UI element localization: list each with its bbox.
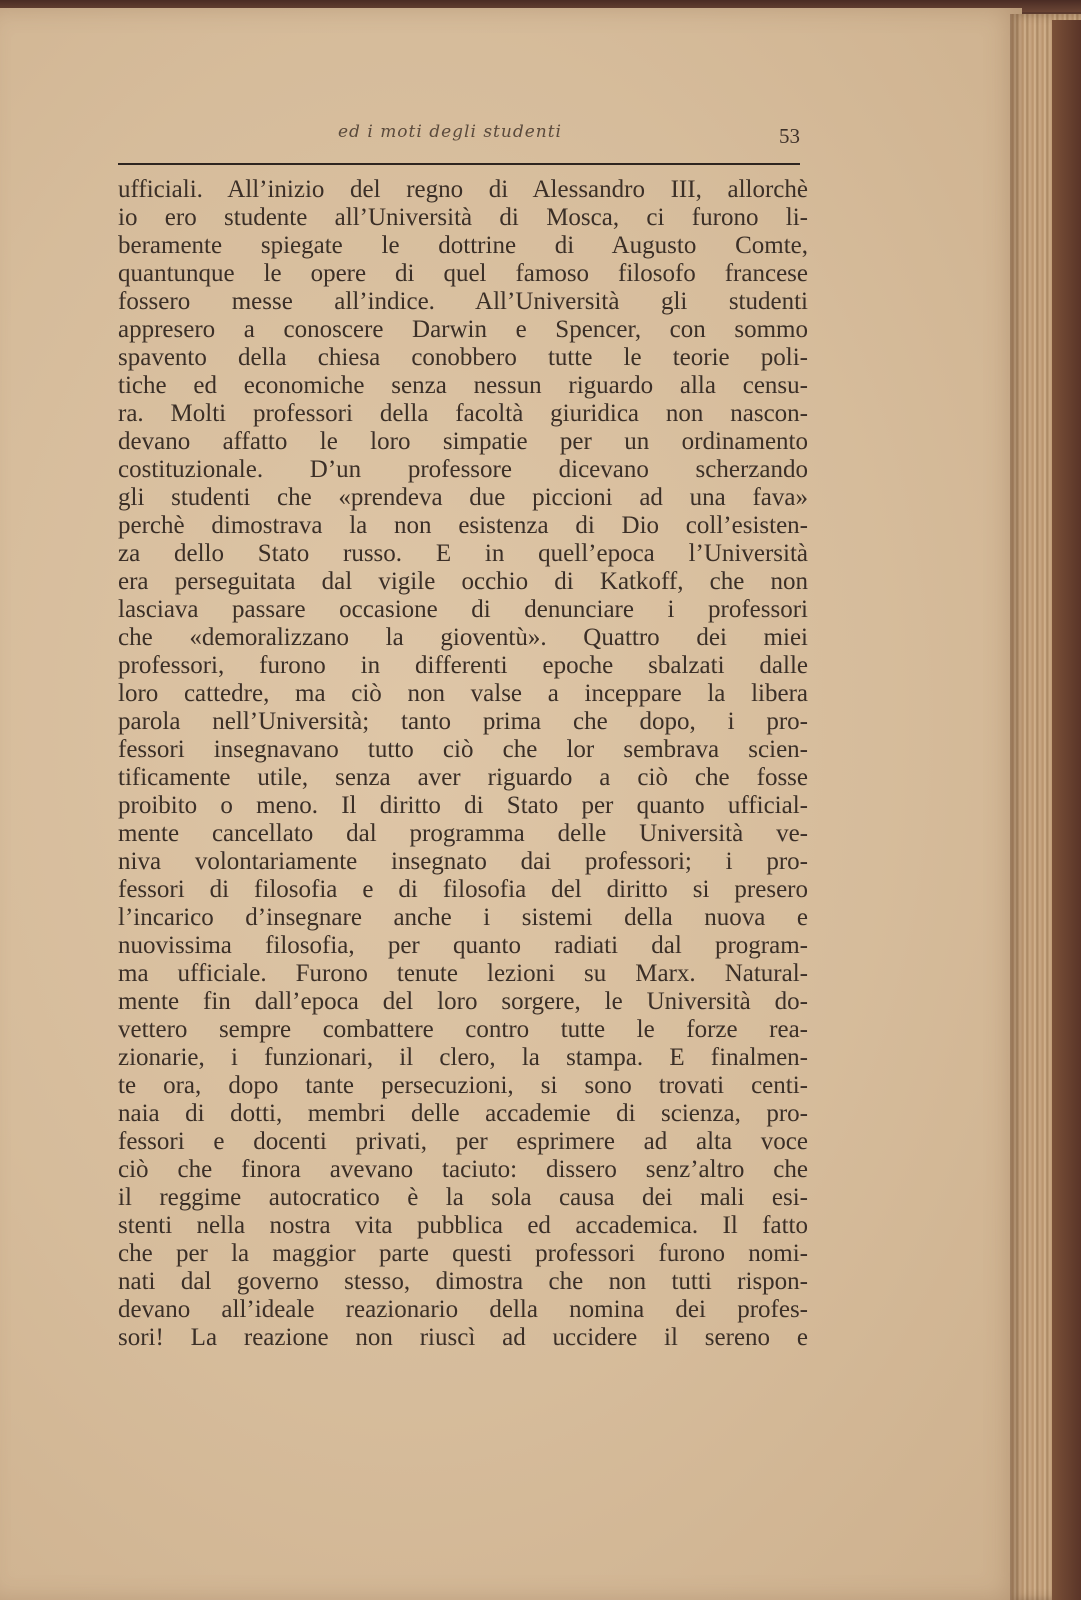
text-line: ciò che finora avevano taciuto: dissero senz’altro che (118, 1156, 808, 1183)
text-line: nati dal governo stesso, dimostra che non tutti rispon- (118, 1268, 808, 1295)
page-header (118, 122, 800, 152)
text-line: niva volontariamente insegnato dai professori; i pro- (118, 848, 808, 875)
text-line: l’incarico d’insegnare anche i sistemi della nuova e (118, 904, 808, 931)
text-line: il reggime autocratico è la sola causa dei mali esi- (118, 1184, 808, 1211)
text-line: che per la maggior parte questi professori furono nomi- (118, 1240, 808, 1267)
text-line: naia di dotti, membri delle accademie di scienza, pro- (118, 1100, 808, 1127)
text-line: ufficiali. All’inizio del regno di Alessandro III, allorchè (118, 176, 808, 203)
text-line: stenti nella nostra vita pubblica ed accademica. Il fatto (118, 1212, 808, 1239)
text-line: devano affatto le loro simpatie per un ordinamento (118, 428, 808, 455)
text-line: fessori di filosofia e di filosofia del diritto si presero (118, 876, 808, 903)
text-line: gli studenti che «prendeva due piccioni ad una fava» (118, 484, 808, 511)
text-line: te ora, dopo tante persecuzioni, si sono trovati centi- (118, 1072, 808, 1099)
text-line: appresero a conoscere Darwin e Spencer, con sommo (118, 316, 808, 343)
header-rule (118, 163, 800, 165)
text-line: quantunque le opere di quel famoso filosofo francese (118, 260, 808, 287)
text-line: fossero messe all’indice. All’Università gli studenti (118, 288, 808, 315)
text-line: parola nell’Università; tanto prima che dopo, i pro- (118, 708, 808, 735)
text-line: beramente spiegate le dottrine di Augusto Comte, (118, 232, 808, 259)
book-cover-edge (1052, 20, 1081, 1600)
text-line: fessori insegnavano tutto ciò che lor sembrava scien- (118, 736, 808, 763)
text-line: mente fin dall’epoca del loro sorgere, le Università do- (118, 988, 808, 1015)
text-line: io ero studente all’Università di Mosca, ci furono li- (118, 204, 808, 231)
text-line: tiche ed economiche senza nessun riguardo alla censu- (118, 372, 808, 399)
text-line: loro cattedre, ma ciò non valse a inceppare la libera (118, 680, 808, 707)
text-line: lasciava passare occasione di denunciare i professori (118, 596, 808, 623)
text-line: fessori e docenti privati, per esprimere ad alta voce (118, 1128, 808, 1155)
text-line: che «demoralizzano la gioventù». Quattro dei miei (118, 624, 808, 651)
text-line: mente cancellato dal programma delle Università ve- (118, 820, 808, 847)
text-line: vettero sempre combattere contro tutte le forze rea- (118, 1016, 808, 1043)
text-line: za dello Stato russo. E in quell’epoca l’Università (118, 540, 808, 567)
text-line: perchè dimostrava la non esistenza di Dio coll’esisten- (118, 512, 808, 539)
text-line: sori! La reazione non riuscì ad uccidere il sereno e (118, 1324, 808, 1351)
text-line: ma ufficiale. Furono tenute lezioni su Marx. Natural- (118, 960, 808, 987)
text-line: era perseguitata dal vigile occhio di Katkoff, che non (118, 568, 808, 595)
body-text (118, 176, 808, 1352)
text-line: zionarie, i funzionari, il clero, la stampa. E finalmen- (118, 1044, 808, 1071)
page-number: 53 (779, 124, 800, 148)
text-line: proibito o meno. Il diritto di Stato per quanto ufficial- (118, 792, 808, 819)
text-line: ra. Molti professori della facoltà giuridica non nascon- (118, 400, 808, 427)
text-line: spavento della chiesa conobbero tutte le teorie poli- (118, 344, 808, 371)
text-line: nuovissima filosofia, per quanto radiati dal program- (118, 932, 808, 959)
running-head: ed i moti degli studenti (338, 122, 562, 142)
text-line: tificamente utile, senza aver riguardo a ciò che fosse (118, 764, 808, 791)
text-line: professori, furono in differenti epoche sbalzati dalle (118, 652, 808, 679)
text-line: devano all’ideale reazionario della nomina dei profes- (118, 1296, 808, 1323)
text-line: costituzionale. D’un professore dicevano scherzando (118, 456, 808, 483)
